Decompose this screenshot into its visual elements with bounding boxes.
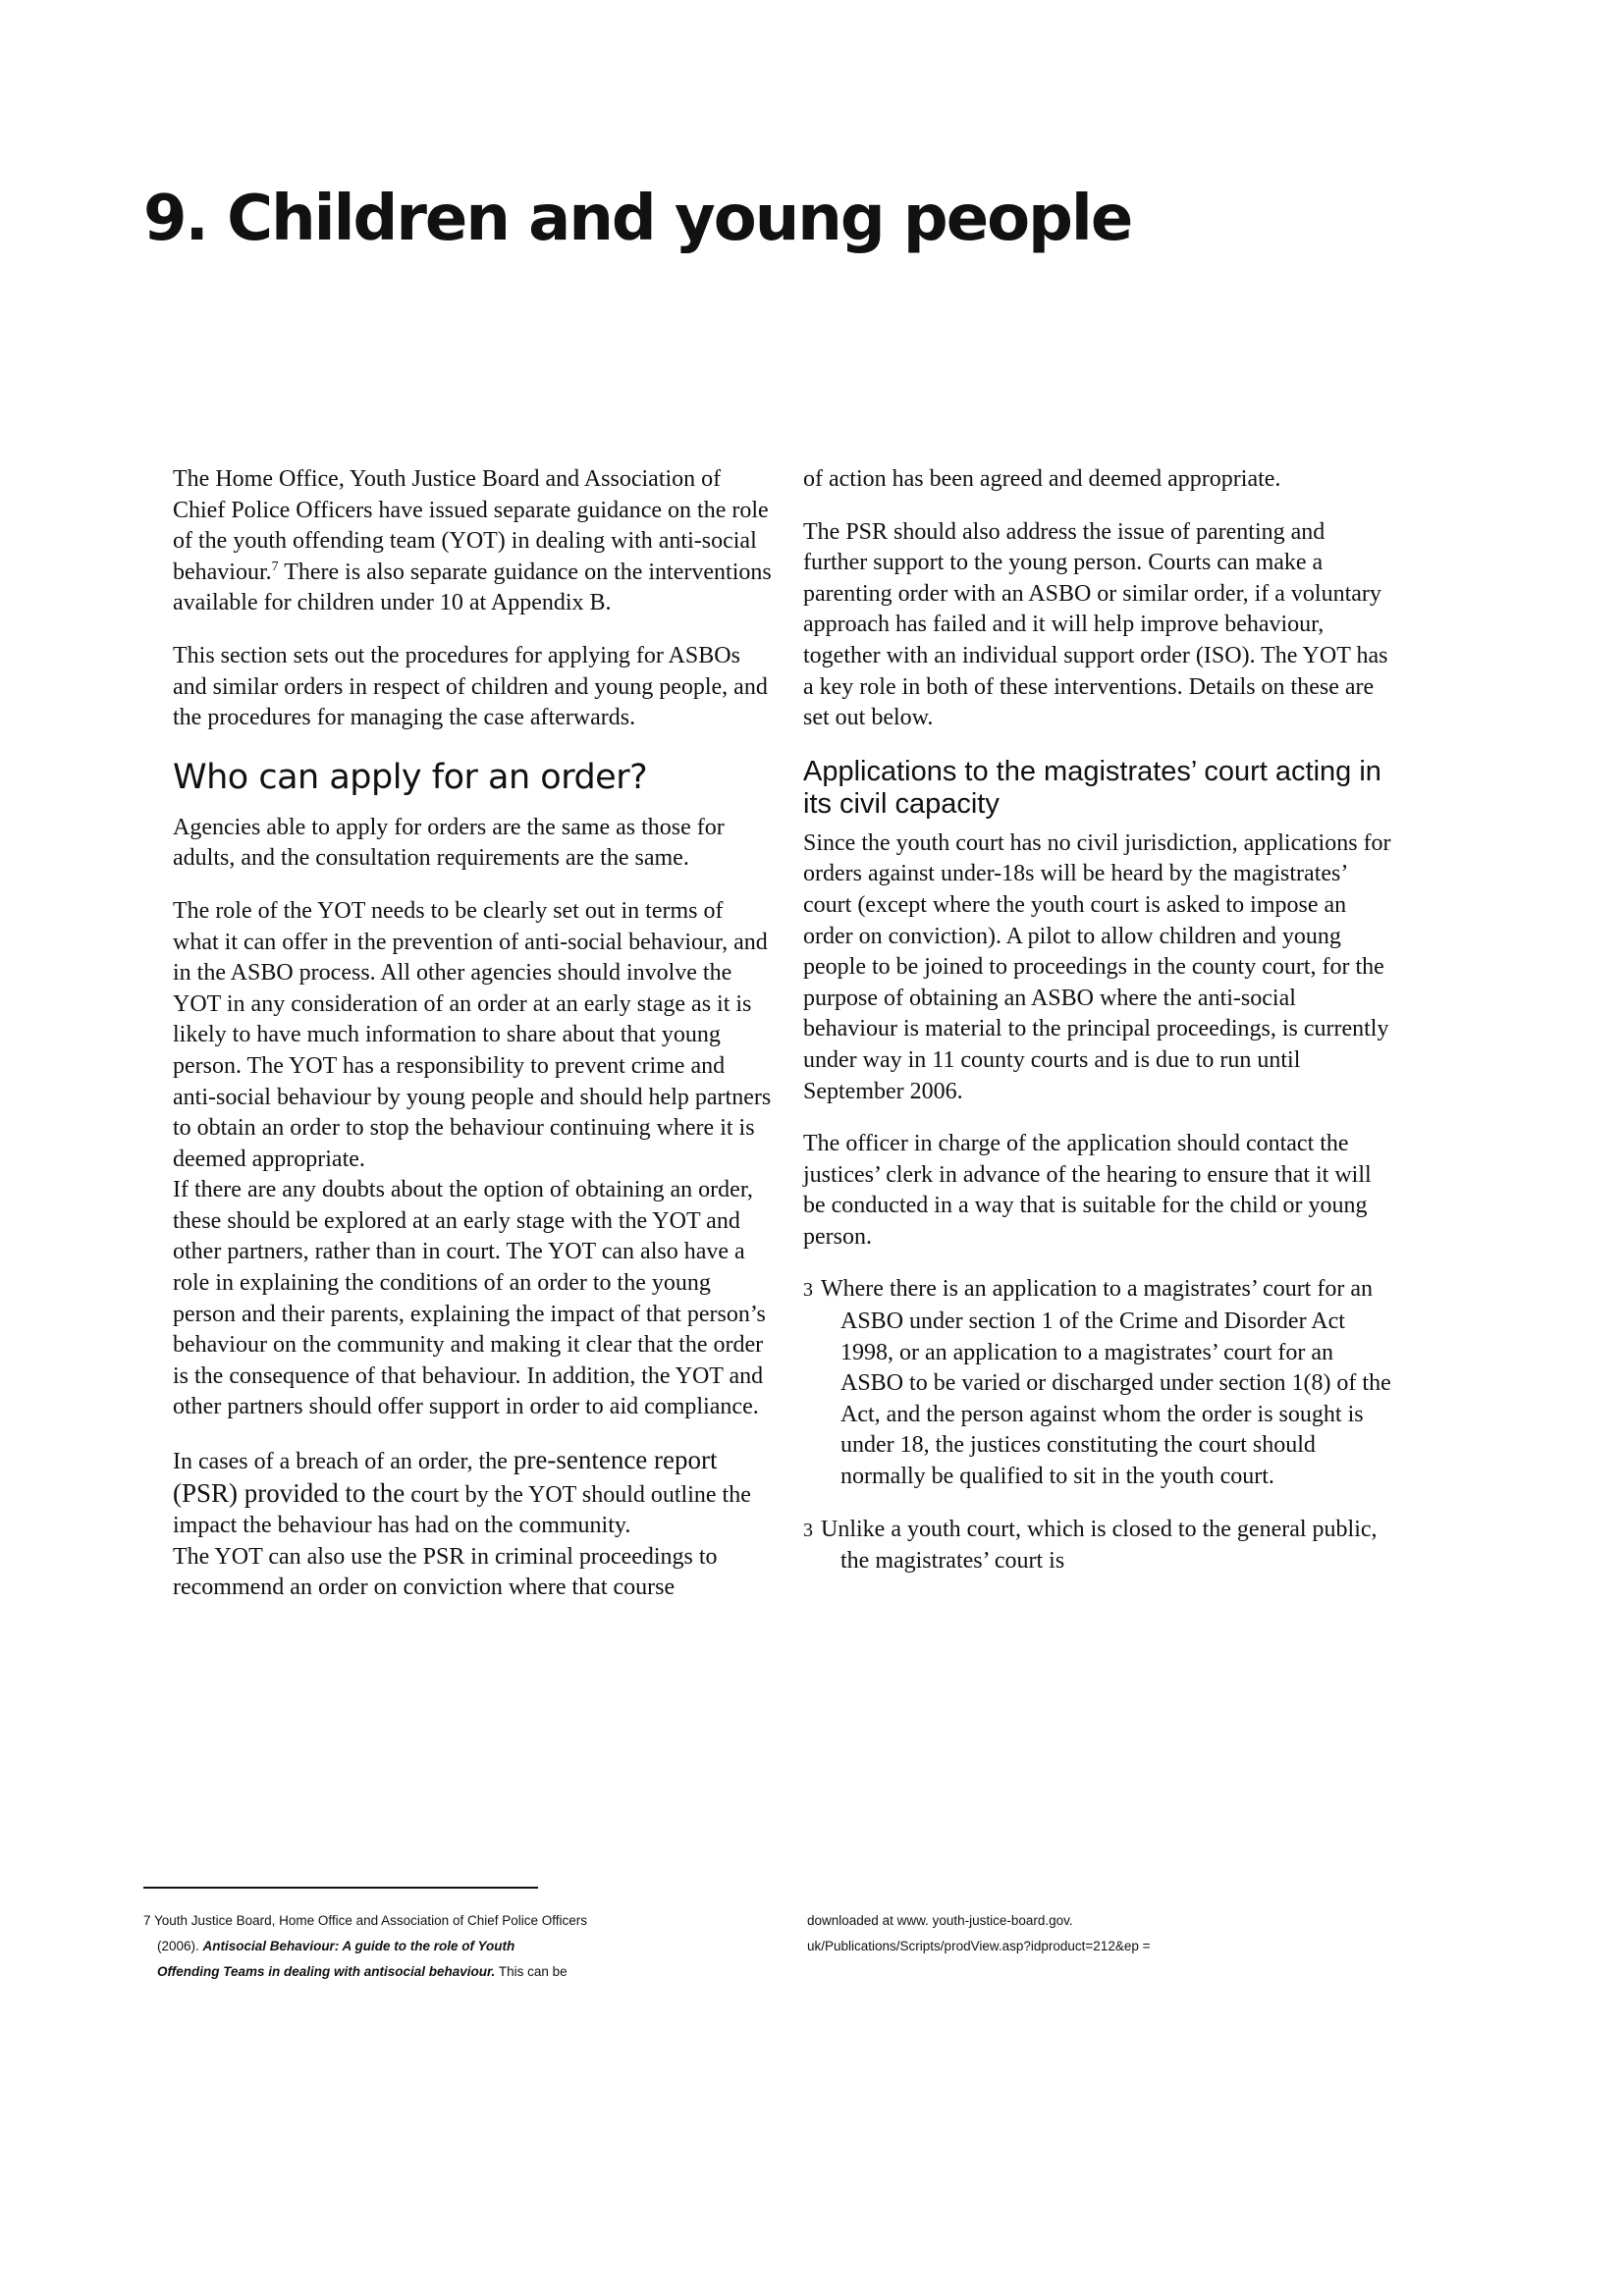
right-column (803, 464, 1392, 1599)
footnote-publication-title: Antisocial Behaviour: A guide to the role of Youth (202, 1939, 515, 1953)
footnote-url: uk/Publications/Scripts/prodView.asp?idproduct=212&ep = (807, 1939, 1151, 1953)
side-note-text: Where there is an application to a magistrates’ court for an ASBO under section 1 of the Crime and Disorder Act 1998, or an application to a magistrates’ court for an ASBO to be varied or discharged under section 1(8) of the Act, and the person against whom the order is sought is under 18, the justices constituting the court should normally be qualified to sit in the youth court. (821, 1276, 1391, 1490)
breach-text-cont: court by the YOT should outline the impact the behaviour has had on the community. (173, 1481, 751, 1539)
intro-text-cont: There is also separate guidance on the interventions available for children under 10 at Appendix B. (173, 559, 772, 616)
footnote-left (143, 1908, 693, 1985)
page-title: 9. Children and young people (143, 183, 1132, 255)
yot-role-paragraph: The role of the YOT needs to be clearly set out in terms of what it can offer in the prevention of anti-social behaviour, and in the ASBO process. All other agencies should involve the YOT in any consideration of an order at an early stage as it is likely to have much information to share about that young person. The YOT has a responsibility to prevent crime and anti-social behaviour by young people and should help partners to obtain an order to stop the behaviour continuing where it is deemed appropriate. (173, 897, 772, 1172)
side-note-marker: 3 (803, 1519, 813, 1541)
side-note-text: Unlike a youth court, which is closed to the general public, the magistrates’ court is (821, 1516, 1378, 1575)
footnote-line (143, 1959, 693, 1985)
continuation-paragraph: of action has been agreed and deemed appropriate. (803, 466, 1281, 492)
intro-text: The Home Office, Youth Justice Board and Association of Chief Police Officers have issued separate guidance on the role of the youth offending team (YOT) in dealing with anti-social behaviour. (173, 466, 769, 585)
section-heading-who-can-apply: Who can apply for an order? (173, 757, 648, 797)
footnote-ref: 7 (271, 559, 279, 574)
breach-text-large: pre-sentence report (PSR) provided to the (173, 1445, 718, 1508)
footnote-line: 7 Youth Justice Board, Home Office and Association of Chief Police Officers (143, 1913, 587, 1928)
side-note (803, 1274, 1392, 1492)
footnote-line: downloaded at www. youth-justice-board.gov. (807, 1913, 1073, 1928)
civil-jurisdiction-paragraph: Since the youth court has no civil jurisdiction, applications for orders against under-18s will be heard by the magistrates’ court (except where the youth court is asked to impose an order on conviction). A pilot to allow children and young people to be joined to proceedings in the county court, for the purpose of obtaining an ASBO where the anti-social behaviour is material to the principal proceedings, is currently under way in 11 county courts and is due to run until September 2006. (803, 829, 1391, 1104)
footnote-year: (2006). (157, 1939, 203, 1953)
officer-paragraph: The officer in charge of the application should contact the justices’ clerk in advance of the hearing to ensure that it will be conducted in a way that is suitable for the child or young person. (803, 1131, 1372, 1250)
agencies-paragraph: Agencies able to apply for orders are the same as those for adults, and the consultation requirements are the same. (173, 814, 725, 872)
footnote-divider (143, 1887, 538, 1889)
breach-paragraph (173, 1445, 772, 1542)
footnote-line (143, 1934, 693, 1959)
section-heading-magistrates-court: Applications to the magistrates’ court acting in its civil capacity (803, 755, 1381, 820)
section-overview-paragraph: This section sets out the procedures for applying for ASBOs and similar orders in respect of children and young people, and the procedures for managing the case afterwards. (173, 642, 768, 731)
footnote-text: This can be (495, 1964, 568, 1979)
footnote-publication-title-cont: Offending Teams in dealing with antisocial behaviour. (157, 1964, 496, 1979)
side-note (803, 1515, 1392, 1577)
psr-paragraph: The YOT can also use the PSR in criminal proceedings to recommend an order on conviction where that course (173, 1543, 718, 1601)
psr-parenting-paragraph: The PSR should also address the issue of parenting and further support to the young person. Courts can make a parenting order with an ASBO or similar order, if a voluntary approach has failed and it will help improve behaviour, together with an individual support order (ISO). The YOT has a key role in both of these interventions. Details on these are set out below. (803, 518, 1388, 731)
left-column (173, 464, 772, 1604)
intro-paragraph (173, 464, 772, 619)
side-notes (803, 1274, 1392, 1576)
breach-text: In cases of a breach of an order, the (173, 1449, 514, 1475)
doubts-paragraph: If there are any doubts about the option of obtaining an order, these should be explored at an early stage with the YOT and other partners, rather than in court. The YOT can also have a role in explaining the conditions of an order to the young person and their parents, explaining the impact of that person’s behaviour on the community and making it clear that the order is the consequence of that behaviour. In addition, the YOT and other partners should offer support in order to aid compliance. (173, 1177, 766, 1420)
side-note-marker: 3 (803, 1279, 813, 1302)
footnote-right (807, 1908, 1357, 1959)
